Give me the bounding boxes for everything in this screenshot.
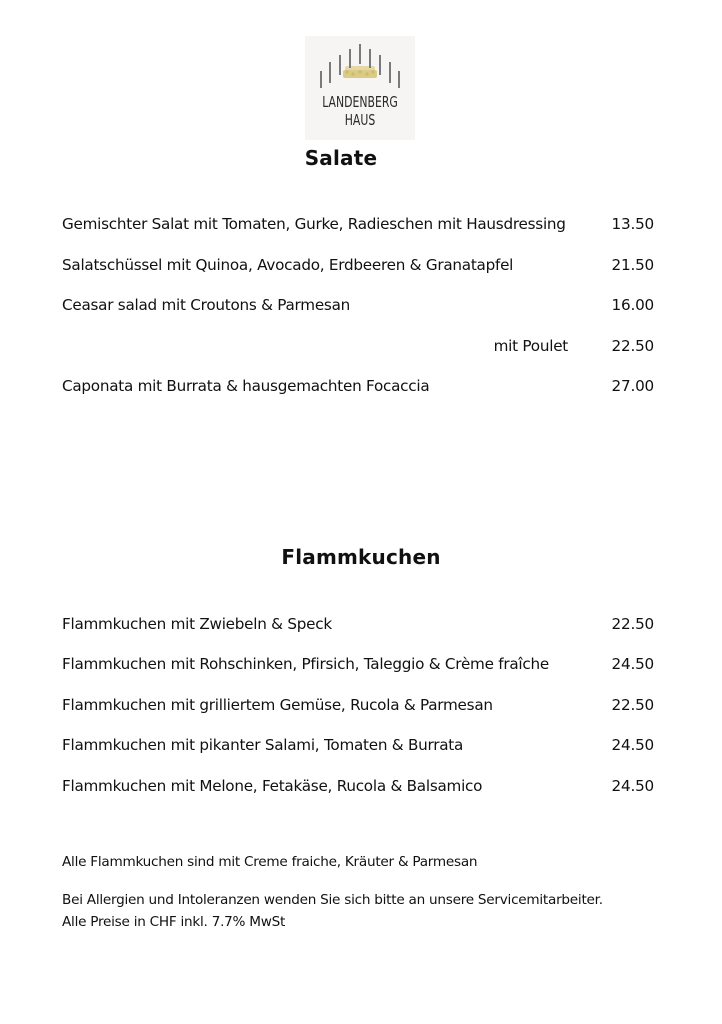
flammkuchen-note: Alle Flammkuchen sind mit Creme fraiche, Kräuter & Parmesan [62,854,478,870]
menu-item [62,775,654,797]
item-name: Salatschüssel mit Quinoa, Avocado, Erdbeeren & Granatapfel [62,256,514,274]
item-price: 16.00 [611,296,654,314]
item-name: Flammkuchen mit Rohschinken, Pfirsich, Taleggio & Crème fraîche [62,655,549,673]
price-note: Alle Preise in CHF inkl. 7.7% MwSt [62,914,286,930]
item-name: Gemischter Salat mit Tomaten, Gurke, Radieschen mit Hausdressing [62,215,566,233]
menu-item [62,213,654,235]
logo-text-line1: LANDENBERG [322,93,398,111]
section-title-salate: Salate [304,146,378,170]
menu-item [62,254,654,276]
item-price: 24.50 [611,777,654,795]
item-price: 22.50 [611,696,654,714]
menu-item [62,375,654,397]
item-price: 24.50 [611,655,654,673]
item-price: 13.50 [611,215,654,233]
allergy-note: Bei Allergien und Intoleranzen wenden Sie sich bitte an unsere Servicemitarbeiter. [62,892,603,908]
item-name: Flammkuchen mit pikanter Salami, Tomaten & Burrata [62,736,464,754]
item-price: 24.50 [611,736,654,754]
logo-bars-icon [305,36,415,96]
menu-item-variant [62,335,654,357]
menu-item [62,613,654,635]
menu-item [62,294,654,316]
section-title-flammkuchen: Flammkuchen [281,545,441,569]
item-price: 27.00 [611,377,654,395]
menu-item [62,734,654,756]
item-name: Flammkuchen mit grilliertem Gemüse, Rucola & Parmesan [62,696,493,714]
item-name: Flammkuchen mit Melone, Fetakäse, Rucola & Balsamico [62,777,483,795]
item-price: 22.50 [611,615,654,633]
item-price: 22.50 [611,337,654,355]
item-name: Ceasar salad mit Croutons & Parmesan [62,296,351,314]
logo-text-line2: HAUS [344,111,376,129]
item-price: 21.50 [611,256,654,274]
landenberg-haus-logo [305,36,415,140]
item-name: Flammkuchen mit Zwiebeln & Speck [62,615,332,633]
menu-item [62,694,654,716]
item-variant-name: mit Poulet [493,337,568,355]
item-name: Caponata mit Burrata & hausgemachten Focaccia [62,377,430,395]
menu-item [62,653,654,675]
